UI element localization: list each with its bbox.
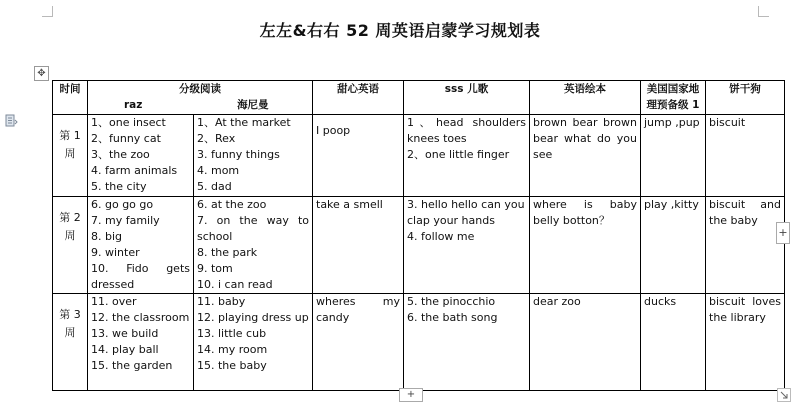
- week-number: 第 3: [59, 308, 81, 321]
- document-icon[interactable]: [4, 114, 18, 128]
- header-graded-reading: [88, 81, 313, 115]
- raz-item: 3、the zoo: [91, 148, 150, 161]
- raz-cell: [88, 197, 194, 294]
- biscuit-cell: biscuit and the baby: [706, 197, 785, 294]
- header-picture-books: 英语绘本: [530, 81, 641, 115]
- raz-item: 6. go go go: [91, 198, 154, 211]
- raz-item: 5. the city: [91, 180, 147, 193]
- page-corner-mark-right: [758, 6, 769, 17]
- table-row: [53, 115, 785, 197]
- natgeo-cell: jump ,pup: [641, 115, 706, 197]
- sss-cell: [404, 115, 530, 197]
- header-heinemann: 海尼曼: [237, 99, 269, 111]
- heinemann-item: 3. funny things: [197, 148, 280, 161]
- raz-cell: [88, 294, 194, 391]
- heinemann-item: 9. tom: [197, 262, 233, 275]
- header-natgeo-line2: 理预备级 1: [646, 99, 700, 111]
- sweet-english-cell: I poop: [313, 115, 404, 197]
- table-row: [53, 294, 785, 391]
- heinemann-item: 2、Rex: [197, 132, 236, 145]
- natgeo-cell: play ,kitty: [641, 197, 706, 294]
- heinemann-item: 15. the baby: [197, 359, 267, 372]
- header-graded-reading-label: 分级阅读: [179, 83, 221, 95]
- raz-item: 12. the classroom: [91, 311, 190, 324]
- sss-item: 2、one little finger: [407, 148, 510, 161]
- raz-item: 7. my family: [91, 214, 160, 227]
- header-row: [53, 81, 785, 115]
- header-raz: raz: [124, 99, 143, 111]
- week-cell: [53, 294, 88, 391]
- heinemann-item: 4. mom: [197, 164, 240, 177]
- header-time: 时间: [53, 81, 88, 115]
- header-biscuit: 饼干狗: [706, 81, 785, 115]
- table-resize-icon[interactable]: [777, 388, 791, 402]
- raz-item: 8. big: [91, 230, 123, 243]
- week-label: 周: [64, 229, 76, 242]
- study-plan-table: [52, 80, 785, 391]
- week-label: 周: [64, 147, 76, 160]
- sss-cell: [404, 294, 530, 391]
- biscuit-cell: biscuit loves the library: [706, 294, 785, 391]
- week-cell: [53, 115, 88, 197]
- week-number: 第 1: [59, 129, 81, 142]
- sweet-english-cell: take a smell: [313, 197, 404, 294]
- table-move-handle-icon[interactable]: ✥: [34, 66, 49, 81]
- biscuit-cell: biscuit: [706, 115, 785, 197]
- raz-item: 4. farm animals: [91, 164, 178, 177]
- heinemann-item: 7. on the way to school: [197, 214, 309, 243]
- heinemann-item: 14. my room: [197, 343, 268, 356]
- sss-item: 6. the bath song: [407, 311, 498, 324]
- heinemann-item: 6. at the zoo: [197, 198, 267, 211]
- sss-item: 5. the pinocchio: [407, 295, 496, 308]
- week-number: 第 2: [59, 211, 81, 224]
- add-row-button[interactable]: +: [399, 388, 423, 402]
- heinemann-item: 12. playing dress up: [197, 311, 309, 324]
- sss-cell: [404, 197, 530, 294]
- heinemann-item: 8. the park: [197, 246, 258, 259]
- picture-books-cell: dear zoo: [530, 294, 641, 391]
- header-sweet-english: 甜心英语: [313, 81, 404, 115]
- add-column-button[interactable]: +: [776, 222, 790, 244]
- header-sss: sss 儿歌: [404, 81, 530, 115]
- raz-item: 9. winter: [91, 246, 140, 259]
- sweet-english-cell: wheres my candy: [313, 294, 404, 391]
- week-cell: [53, 197, 88, 294]
- raz-item: 15. the garden: [91, 359, 173, 372]
- header-natgeo-line1: 美国国家地: [646, 83, 700, 95]
- page-corner-mark-left: [42, 6, 53, 17]
- heinemann-item: 10. i can read: [197, 278, 273, 291]
- heinemann-item: 11. baby: [197, 295, 246, 308]
- week-label: 周: [64, 326, 76, 339]
- picture-books-cell: brown bear brown bear what do you see: [530, 115, 641, 197]
- heinemann-item: 13. little cub: [197, 327, 267, 340]
- picture-books-cell: where is baby belly botton？: [530, 197, 641, 294]
- document-title: 左左&右右 52 周英语启蒙学习规划表: [259, 21, 541, 40]
- raz-item: 11. over: [91, 295, 137, 308]
- heinemann-cell: [194, 115, 313, 197]
- sss-item: 4. follow me: [407, 230, 475, 243]
- sss-item: 3. hello hello can you clap your hands: [407, 198, 525, 227]
- header-natgeo: [641, 81, 706, 115]
- table-row: [53, 197, 785, 294]
- heinemann-item: 5. dad: [197, 180, 232, 193]
- heinemann-cell: [194, 197, 313, 294]
- raz-item: 13. we build: [91, 327, 159, 340]
- raz-item: 1、one insect: [91, 116, 166, 129]
- sss-item: 1、head shoulders knees toes: [407, 116, 526, 145]
- heinemann-cell: [194, 294, 313, 391]
- heinemann-item: 1、At the market: [197, 116, 291, 129]
- raz-item: 14. play ball: [91, 343, 159, 356]
- raz-cell: [88, 115, 194, 197]
- natgeo-cell: ducks: [641, 294, 706, 391]
- raz-item: 2、funny cat: [91, 132, 161, 145]
- raz-item: 10. Fido gets dressed: [91, 262, 190, 291]
